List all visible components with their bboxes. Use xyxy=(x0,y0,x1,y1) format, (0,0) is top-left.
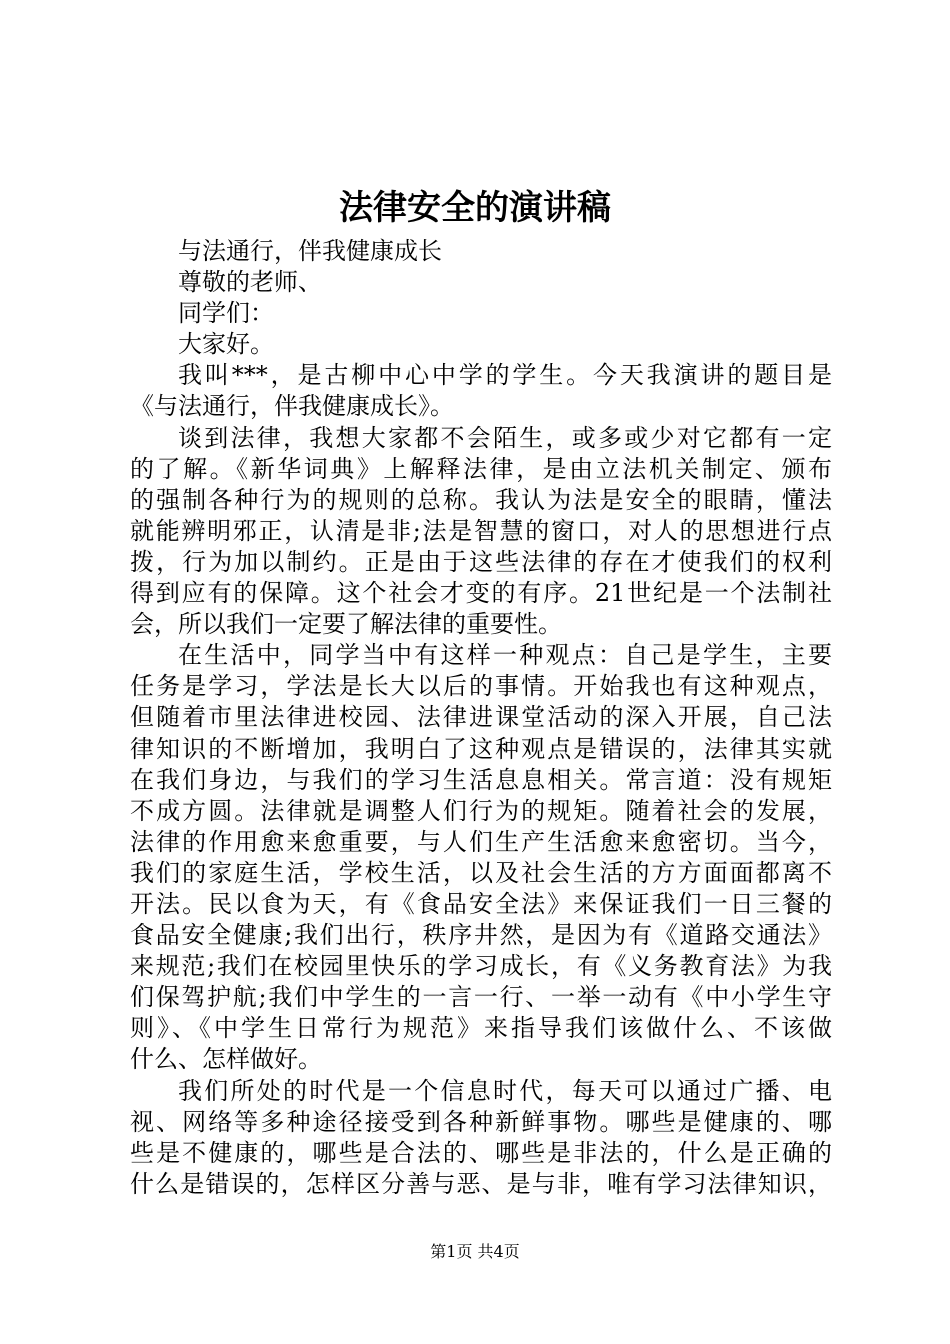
body-line: 拨，行为加以制约。正是由于这些法律的存在才使我们的权利 xyxy=(130,547,832,576)
body-line: 开法。民以食为天，有《食品安全法》来保证我们一日三餐的 xyxy=(130,889,832,918)
body-line: 谈到法律，我想大家都不会陌生，或多或少对它都有一定 xyxy=(178,423,832,452)
body-line: 我们的家庭生活，学校生活，以及社会生活的方方面面都离不 xyxy=(130,858,832,887)
body-line: 在我们身边，与我们的学习生活息息相关。常言道：没有规矩 xyxy=(130,765,832,794)
body-line: 们保驾护航;我们中学生的一言一行、一举一动有《中小学生守 xyxy=(130,983,832,1012)
document-title: 法律安全的演讲稿 xyxy=(339,188,611,228)
document-body xyxy=(130,236,832,1200)
body-line: 则》、《中学生日常行为规范》来指导我们该做什么、不该做 xyxy=(130,1014,832,1043)
body-line: 我们所处的时代是一个信息时代，每天可以通过广播、电 xyxy=(178,1076,832,1105)
body-line: 律知识的不断增加，我明白了这种观点是错误的，法律其实就 xyxy=(130,734,832,763)
body-line: 任务是学习，学法是长大以后的事情。开始我也有这种观点， xyxy=(130,672,832,701)
body-line: 食品安全健康;我们出行，秩序井然，是因为有《道路交通法》 xyxy=(130,921,832,950)
body-line: 我叫***，是古柳中心中学的学生。今天我演讲的题目是 xyxy=(178,361,832,390)
body-line: 视、网络等多种途径接受到各种新鲜事物。哪些是健康的、哪 xyxy=(130,1107,832,1136)
body-line: 法律的作用愈来愈重要，与人们生产生活愈来愈密切。当今， xyxy=(130,827,832,856)
body-line: 什么、怎样做好。 xyxy=(130,1045,322,1074)
body-line: 来规范;我们在校园里快乐的学习成长，有《义务教育法》为我 xyxy=(130,952,832,981)
body-line: 不成方圆。法律就是调整人们行为的规矩。随着社会的发展， xyxy=(130,796,832,825)
body-line: 什么是错误的，怎样区分善与恶、是与非，唯有学习法律知识， xyxy=(130,1169,832,1198)
body-line: 会，所以我们一定要了解法律的重要性。 xyxy=(130,610,562,639)
body-line: 但随着市里法律进校园、法律进课堂活动的深入开展，自己法 xyxy=(130,703,832,732)
body-line: 得到应有的保障。这个社会才变的有序。21世纪是一个法制社 xyxy=(130,579,832,608)
body-line: 的了解。《新华词典》上解释法律，是由立法机关制定、颁布 xyxy=(130,454,832,483)
body-line: 些是不健康的，哪些是合法的、哪些是非法的，什么是正确的 xyxy=(130,1138,832,1167)
body-line: 就能辨明邪正，认清是非;法是智慧的窗口，对人的思想进行点 xyxy=(130,516,832,545)
page-footer: 第1页 共4页 xyxy=(430,1242,520,1261)
body-line: 《与法通行，伴我健康成长》。 xyxy=(130,392,454,421)
body-line: 在生活中，同学当中有这样一种观点：自己是学生，主要 xyxy=(178,641,832,670)
body-line: 同学们： xyxy=(178,299,274,328)
body-line: 与法通行，伴我健康成长 xyxy=(178,237,442,265)
body-line: 尊敬的老师、 xyxy=(178,268,322,297)
body-line: 的强制各种行为的规则的总称。我认为法是安全的眼睛，懂法 xyxy=(130,485,832,514)
body-line: 大家好。 xyxy=(178,330,274,359)
